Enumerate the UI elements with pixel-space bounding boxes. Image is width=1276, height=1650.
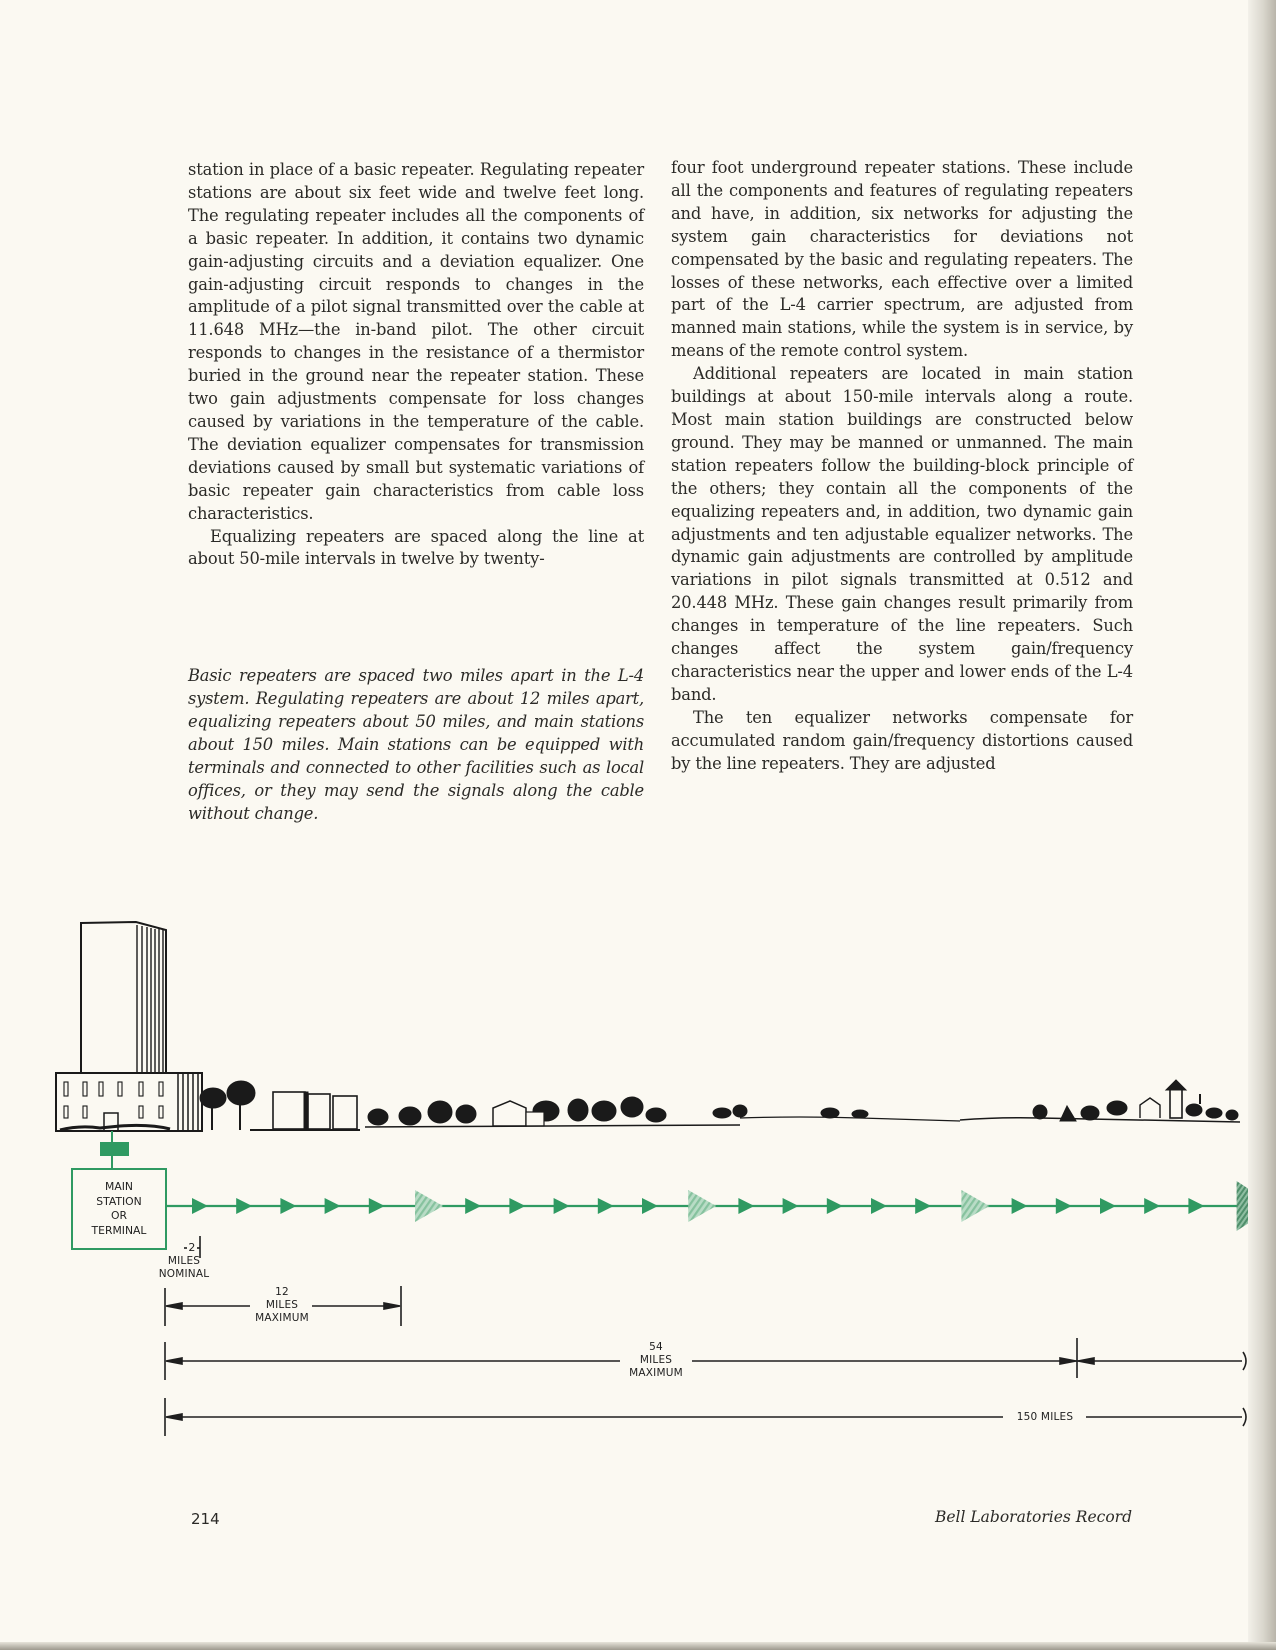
station-connector xyxy=(100,1131,129,1168)
dimension-value: 12 xyxy=(275,1286,289,1298)
basic-repeater-icon xyxy=(1056,1198,1072,1214)
basic-repeater-icon xyxy=(1100,1198,1116,1214)
dimension-label-line: MILES xyxy=(639,1354,673,1366)
regulating-spacing-label xyxy=(252,1286,312,1325)
regulating-repeater-icon xyxy=(415,1190,443,1222)
landscape-illustration xyxy=(200,1080,1240,1130)
regulating-repeater-icon xyxy=(961,1190,989,1222)
page-binding-edge xyxy=(1248,0,1276,1650)
basic-repeater-icon xyxy=(871,1198,887,1214)
paragraph: The ten equalizer networks compensate for accumulated random gain/frequency distortions caused by the line repeaters. They are adjusted xyxy=(671,707,1133,773)
dimension-label-line: MAXIMUM xyxy=(255,1312,309,1324)
basic-repeater-icon xyxy=(1188,1198,1204,1214)
main-station-spacing-label: 150 MILES xyxy=(1016,1411,1074,1423)
station-label-line: TERMINAL xyxy=(91,1223,147,1237)
figure-caption: Basic repeaters are spaced two miles apart in the L-4 system. Regulating repeaters are about 12 miles apart, equalizing repeaters about 50 miles, and main stations about 150 miles. Main stations can be equipped with terminals and connected to other facilities such as local offices, or they may send the signals along the cable without change. xyxy=(188,666,644,823)
station-label-line: OR xyxy=(110,1209,127,1222)
dimension-value: 54 xyxy=(649,1341,663,1353)
station-label-line: STATION xyxy=(96,1194,142,1208)
dimension-lines xyxy=(165,1236,1246,1436)
regulating-repeater-icon xyxy=(688,1190,716,1222)
paragraph: four foot underground repeater stations. These include all the components and features of regulating repeaters and have, in addition, six networks for adjusting the system gain characteristics for deviations not compensated by the basic and regulating repeaters. The losses of these networks, each effective over a limited part of the L-4 carrier spectrum, are adjusted from manned main stations, while the system is in service, by means of the remote control system. xyxy=(671,158,1133,361)
basic-repeater-icon xyxy=(236,1198,252,1214)
left-text-column xyxy=(188,159,644,571)
basic-repeater-icon xyxy=(1144,1198,1160,1214)
page-bottom-edge xyxy=(0,1642,1276,1650)
basic-repeater-icon xyxy=(325,1198,341,1214)
main-station-building-illustration xyxy=(56,922,202,1131)
basic-repeater-icon xyxy=(509,1198,525,1214)
dimension-label-line: MAXIMUM xyxy=(629,1367,683,1379)
nominal-spacing-label xyxy=(146,1255,222,1281)
paragraph: Equalizing repeaters are spaced along the line at about 50-mile intervals in twelve by twenty- xyxy=(188,526,644,569)
basic-repeater-icon xyxy=(192,1198,208,1214)
right-text-column xyxy=(671,157,1133,775)
repeater-group xyxy=(192,1181,1248,1231)
basic-repeater-icon xyxy=(642,1198,658,1214)
basic-repeater-icon xyxy=(465,1198,481,1214)
basic-repeater-icon xyxy=(598,1198,614,1214)
station-label-line: MAIN xyxy=(105,1180,133,1193)
dimension-label-line: MILES xyxy=(265,1299,299,1311)
paragraph: station in place of a basic repeater. Regulating repeater stations are about six feet wide and twelve feet long. The regulating repeater includes all the components of a basic repeater. In addition, it contains two dynamic gain-adjusting circuits and a deviation equalizer. One gain-adjusting circuit responds to changes in the amplitude of a pilot signal transmitted over the cable at 11.648 MHz—the in-band pilot. The other circuit responds to changes in the resistance of a thermistor buried in the ground near the repeater station. These two gain adjustments compensate for loss changes caused by variations in the temperature of the cable. The deviation equalizer compensates for transmission deviations caused by small but systematic variations of basic repeater gain characteristics from cable loss characteristics. xyxy=(188,160,644,523)
basic-repeater-icon xyxy=(915,1198,931,1214)
equalizing-repeater-icon xyxy=(1237,1181,1248,1231)
main-station-terminal-box xyxy=(71,1168,167,1250)
basic-repeater-icon xyxy=(1012,1198,1028,1214)
nominal-spacing-value: 2 xyxy=(188,1241,196,1254)
journal-title: Bell Laboratories Record xyxy=(934,1508,1132,1526)
page-number: 214 xyxy=(191,1510,220,1528)
dimension-label-line: MILES xyxy=(167,1255,201,1267)
dimension-label-line: NOMINAL xyxy=(158,1268,210,1280)
equalizing-spacing-label xyxy=(622,1341,690,1380)
basic-repeater-icon xyxy=(280,1198,296,1214)
basic-repeater-icon xyxy=(783,1198,799,1214)
basic-repeater-icon xyxy=(554,1198,570,1214)
basic-repeater-icon xyxy=(827,1198,843,1214)
paragraph: Additional repeaters are located in main station buildings at about 150-mile intervals along a route. Most main station buildings are constructed below ground. They may be manned or unmanned. The main station repeaters follow the building-block principle of the others; they contain all the components of the equalizing repeaters and, in addition, two dynamic gain adjustments and ten adjustable equalizer networks. The dynamic gain adjustments are controlled by amplitude variations in pilot signals transmitted at 0.512 and 20.448 MHz. These gain changes result primarily from changes in temperature of the line repeaters. Such changes affect the system gain/frequency characteristics near the upper and lower ends of the L-4 band. xyxy=(671,364,1133,704)
basic-repeater-icon xyxy=(738,1198,754,1214)
basic-repeater-icon xyxy=(369,1198,385,1214)
